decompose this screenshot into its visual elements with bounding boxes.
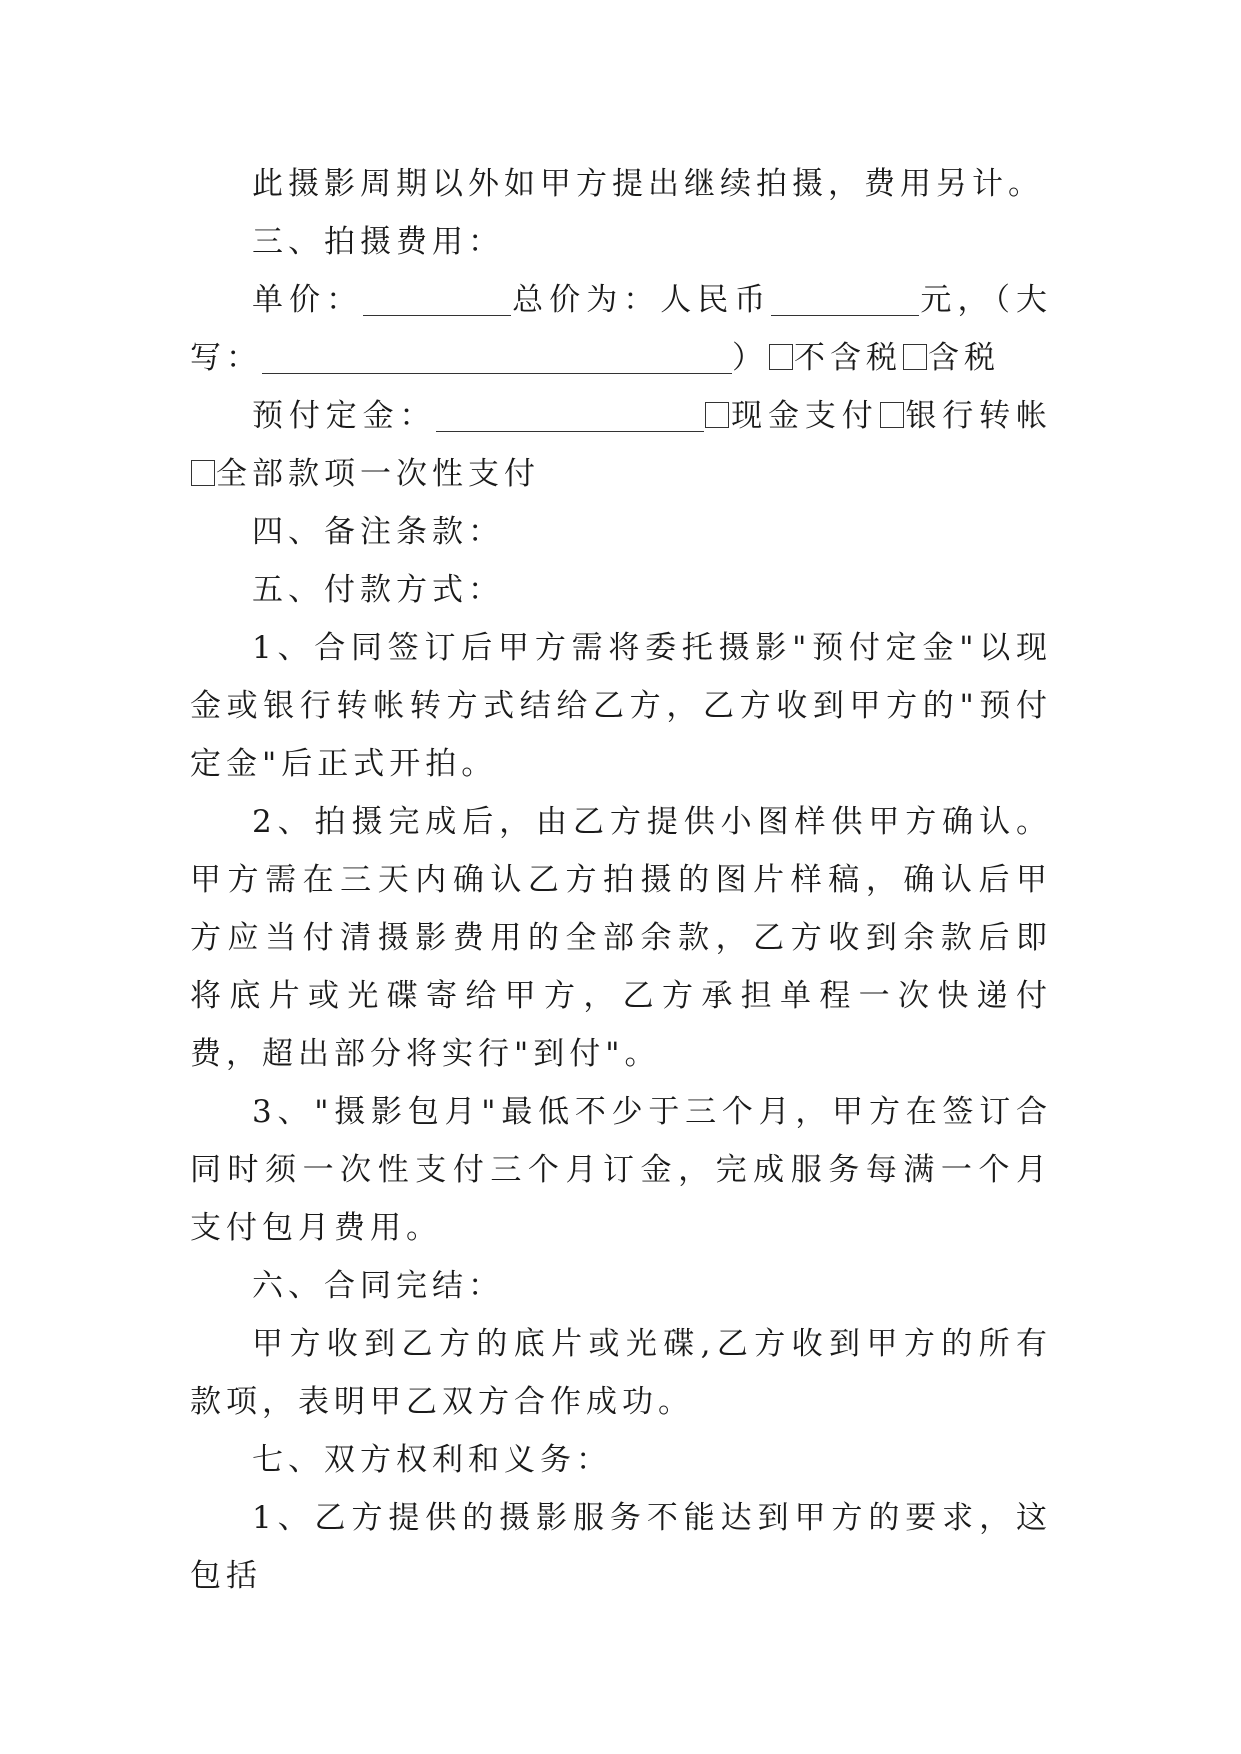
total-price-label: 总价为：人民币 <box>511 282 772 318</box>
cash-payment-checkbox[interactable] <box>705 402 729 428</box>
heading-rights-obligations: 七、双方权利和义务： <box>252 1442 612 1478</box>
paragraph-rights-1: 1、乙方提供的摄影服务不能达到甲方的要求，这包括 <box>190 1500 1052 1594</box>
heading-shooting-fee: 三、拍摄费用： <box>252 224 504 260</box>
paragraph-fee-line <box>190 271 1052 387</box>
paragraph-completion: 甲方收到乙方的底片或光碟,乙方收到甲方的所有款项，表明甲乙双方合作成功。 <box>190 1326 1052 1420</box>
heading-contract-completion: 六、合同完结： <box>252 1268 504 1304</box>
paragraph-payment-2: 2、拍摄完成后，由乙方提供小图样供甲方确认。甲方需在三天内确认乙方拍摄的图片样稿，确认后甲方应当付清摄影费用的全部余款，乙方收到余款后即将底片或光碟寄给甲方，乙方承担单程一次快递付费，超出部分将实行"到付"。 <box>190 804 1052 1072</box>
bank-transfer-checkbox[interactable] <box>880 402 904 428</box>
no-tax-label: 不含税 <box>794 340 902 376</box>
paragraph-payment-1: 1、合同签订后甲方需将委托摄影"预付定金"以现金或银行转帐转方式结给乙方，乙方收到甲方的"预付定金"后正式开拍。 <box>190 630 1052 782</box>
with-tax-checkbox[interactable] <box>903 344 927 370</box>
capital-amount-blank[interactable] <box>262 339 732 374</box>
cash-payment-label: 现金支付 <box>730 398 879 434</box>
paragraph-deposit-line <box>190 387 1052 503</box>
close-paren: ） <box>732 340 768 376</box>
yuan-capital-label: 元，（大写： <box>190 282 1053 376</box>
bank-transfer-label: 银行转帐 <box>904 398 1053 434</box>
deposit-label: 预付定金： <box>252 398 437 434</box>
document-body <box>190 155 1052 1605</box>
no-tax-checkbox[interactable] <box>769 344 793 370</box>
paragraph-payment-3: 3、"摄影包月"最低不少于三个月，甲方在签订合同时须一次性支付三个月订金，完成服务每满一个月支付包月费用。 <box>190 1094 1052 1246</box>
heading-payment-method: 五、付款方式： <box>252 572 504 608</box>
unit-price-blank[interactable] <box>363 281 511 316</box>
total-price-blank[interactable] <box>771 281 919 316</box>
unit-price-label: 单价： <box>252 282 364 318</box>
paragraph-shooting-period: 此摄影周期以外如甲方提出继续拍摄，费用另计。 <box>252 166 1044 202</box>
full-payment-checkbox[interactable] <box>191 460 215 486</box>
deposit-blank[interactable] <box>436 397 704 432</box>
heading-remarks: 四、备注条款： <box>252 514 504 550</box>
with-tax-label: 含税 <box>928 340 1000 376</box>
full-payment-label: 全部款项一次性支付 <box>216 456 540 492</box>
